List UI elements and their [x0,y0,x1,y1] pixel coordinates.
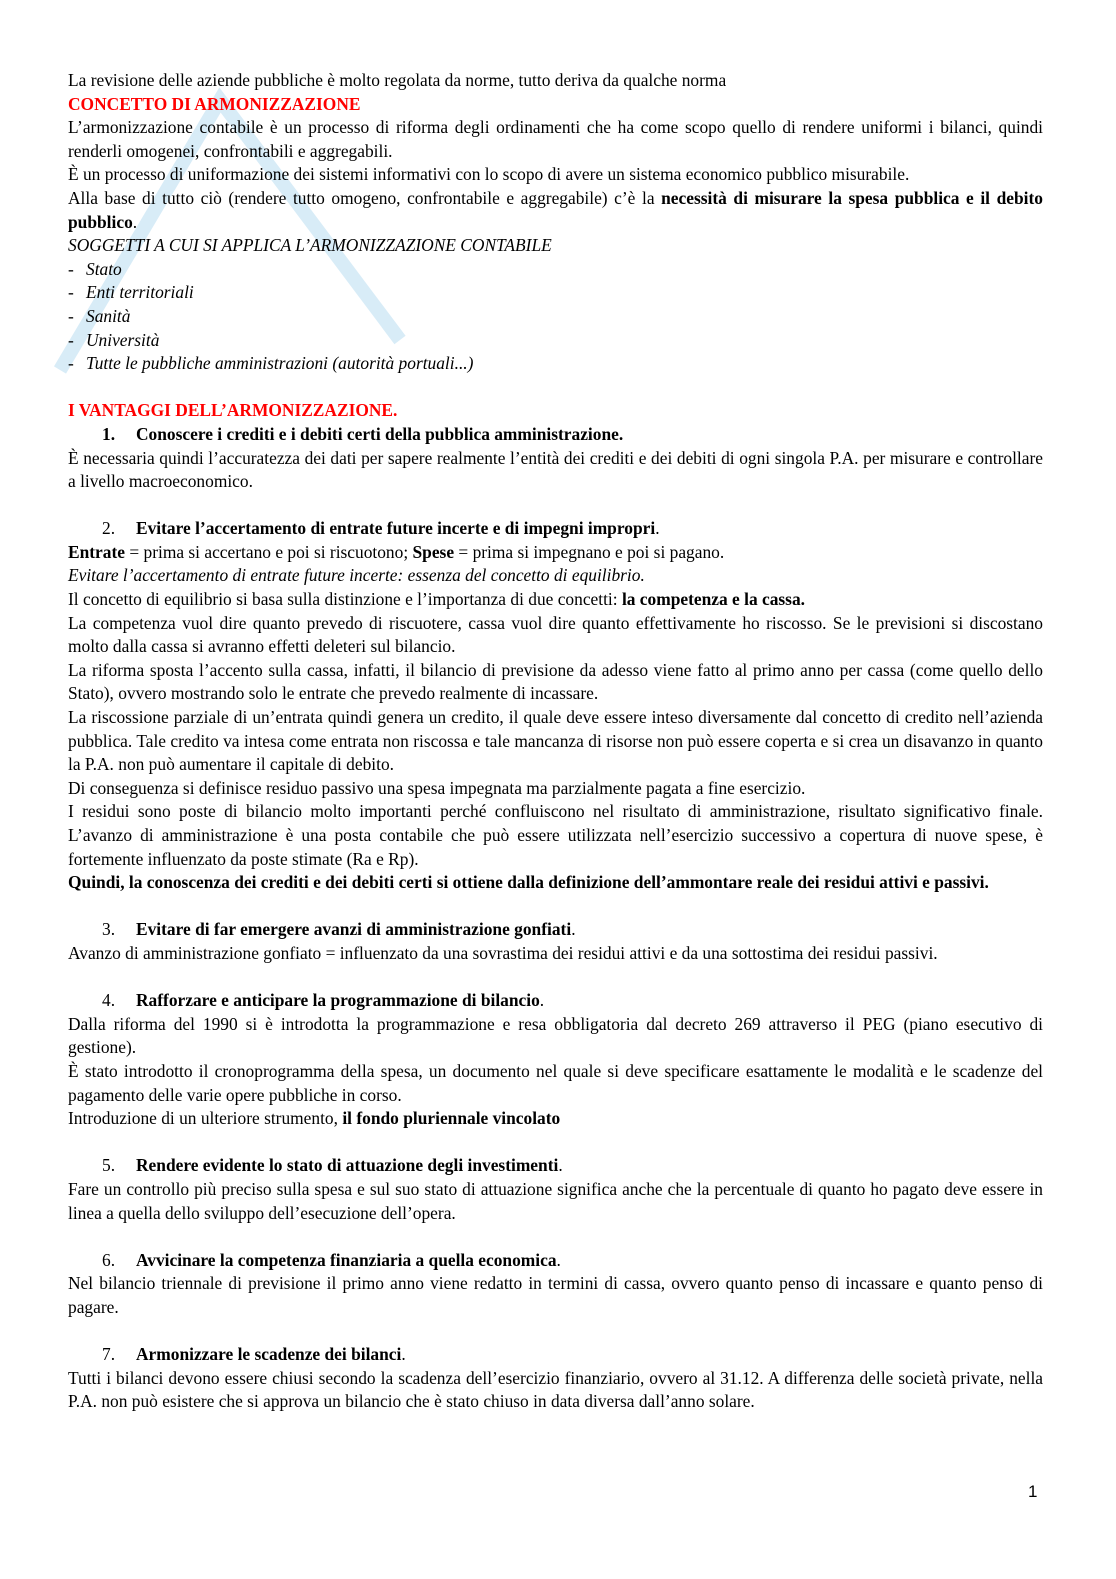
paragraph: Il concetto di equilibrio si basa sulla distinzione e l’importanza di due concetti: la competenza e la cassa. [68,589,805,610]
paragraph: L’armonizzazione contabile è un processo di riforma degli ordinamenti che ha come scopo quello di rendere uniformi i bilanci, quindi renderli omogenei, confrontabili e aggregabili. [68,117,1043,161]
paragraph: La competenza vuol dire quanto prevedo di riscuotere, cassa vuol dire quanto effettivamente ho riscosso. Se le previsioni si discostano molto dalla cassa si avranno effetti deleteri sul bilancio. [68,612,1043,657]
page-number: 1 [1028,1482,1038,1501]
paragraph: I residui sono poste di bilancio molto importanti perché confluiscono nel risultato di amministrazione, risultato significativo finale. L’avanzo di amministrazione è una posta contabile che può essere utilizzata nell’esercizio successivo a copertura di nuove spese, è fortemente influenzato da poste stimate (Ra e Rp). [68,801,1043,869]
intro-paragraph: La revisione delle aziende pubbliche è molto regolata da norme, tutto deriva da qualche norma [68,70,727,90]
paragraph: Introduzione di un ulteriore strumento, il fondo pluriennale vincolato [68,1108,561,1129]
numbered-item-4: 4. Rafforzare e anticipare la programmazione di bilancio. [102,990,545,1011]
numbered-item-6: 6. Avvicinare la competenza finanziaria a quella economica. [102,1249,561,1270]
paragraph: Quindi, la conoscenza dei crediti e dei debiti certi si ottiene dalla definizione dell’ammontare reale dei residui attivi e passivi. [68,872,989,893]
document-page [68,69,1043,1414]
paragraph: Alla base di tutto ciò (rendere tutto omogeno, confrontabile e aggregabile) c’è la necessità di misurare la spesa pubblica e il debito pubblico. [68,187,1043,232]
paragraph: Evitare l’accertamento di entrate future incerte: essenza del concetto di equilibrio. [68,565,645,586]
paragraph: Nel bilancio triennale di previsione il primo anno viene redatto in termini di cassa, ovvero quanto penso di incassare e quanto penso di pagare. [68,1273,1043,1317]
paragraph: Dalla riforma del 1990 si è introdotta la programmazione e resa obbligatoria dal decreto 269 attraverso il PEG (piano esecutivo di gestione). [68,1013,1043,1058]
list-item: - Stato [68,258,122,279]
list-item: - Enti territoriali [68,282,194,303]
paragraph: Fare un controllo più preciso sulla spesa e sul suo stato di attuazione significa anche che la percentuale di quanto ho pagato deve essere in linea a quella dello sviluppo dell’esecuzione dell’opera. [68,1178,1043,1223]
list-item: - Tutte le pubbliche amministrazioni (autorità portuali...) [68,353,474,374]
paragraph: È stato introdotto il cronoprogramma della spesa, un documento nel quale si deve specificare esattamente le modalità e le scadenze del pagamento delle varie opere pubbliche in corso. [68,1060,1043,1105]
numbered-item-5: 5. Rendere evidente lo stato di attuazione degli investimenti. [102,1155,563,1176]
paragraph: Di conseguenza si definisce residuo passivo una spesa impegnata ma parzialmente pagata a fine esercizio. [68,777,806,798]
list-item: - Sanità [68,305,131,326]
paragraph: La riscossione parziale di un’entrata quindi genera un credito, il quale deve essere inteso diversamente dal concetto di credito nell’azienda pubblica. Tale credito va intesa come entrata non riscossa e tale mancanza di risorse non può essere coperta e si crea un disavanzo in quanto la P.A. non può aumentare il capitale di debito. [68,707,1043,775]
heading-armonizzazione: CONCETTO DI ARMONIZZAZIONE [68,93,361,114]
heading-vantaggi: I VANTAGGI DELL’ARMONIZZAZIONE. [68,400,398,421]
paragraph: È necessaria quindi l’accuratezza dei dati per sapere realmente l’entità dei crediti e dei debiti di ogni singola P.A. per misurare e controllare a livello macroeconomico. [68,447,1043,492]
paragraph: Entrate = prima si accertano e poi si riscuotono; Spese = prima si impegnano e poi si pagano. [68,541,725,562]
paragraph: Tutti i bilanci devono essere chiusi secondo la scadenza dell’esercizio finanziario, ovvero al 31.12. A differenza delle società private, nella P.A. non può esistere che si approva un bilancio che è stato chiuso in data diversa dall’anno solare. [68,1367,1043,1412]
list-item: - Università [68,329,160,350]
numbered-item-7: 7. Armonizzare le scadenze dei bilanci. [102,1344,406,1365]
paragraph: È un processo di uniformazione dei sistemi informativi con lo scopo di avere un sistema economico pubblico misurabile. [68,164,910,185]
numbered-item-3: 3. Evitare di far emergere avanzi di amministrazione gonfiati. [102,919,576,940]
paragraph: La riforma sposta l’accento sulla cassa, infatti, il bilancio di previsione da adesso viene fatto al primo anno per cassa (come quello dello Stato), ovvero mostrando solo le entrate che prevedo realmente di incassare. [68,659,1043,704]
numbered-item-2: 2. Evitare l’accertamento di entrate future incerte e di impegni impropri. [102,518,660,539]
numbered-item-1: 1. Conoscere i crediti e i debiti certi della pubblica amministrazione. [102,423,624,444]
subjects-title: SOGGETTI A CUI SI APPLICA L’ARMONIZZAZIONE CONTABILE [68,235,552,256]
paragraph: Avanzo di amministrazione gonfiato = influenzato da una sovrastima dei residui attivi e da una sottostima dei residui passivi. [68,942,938,963]
